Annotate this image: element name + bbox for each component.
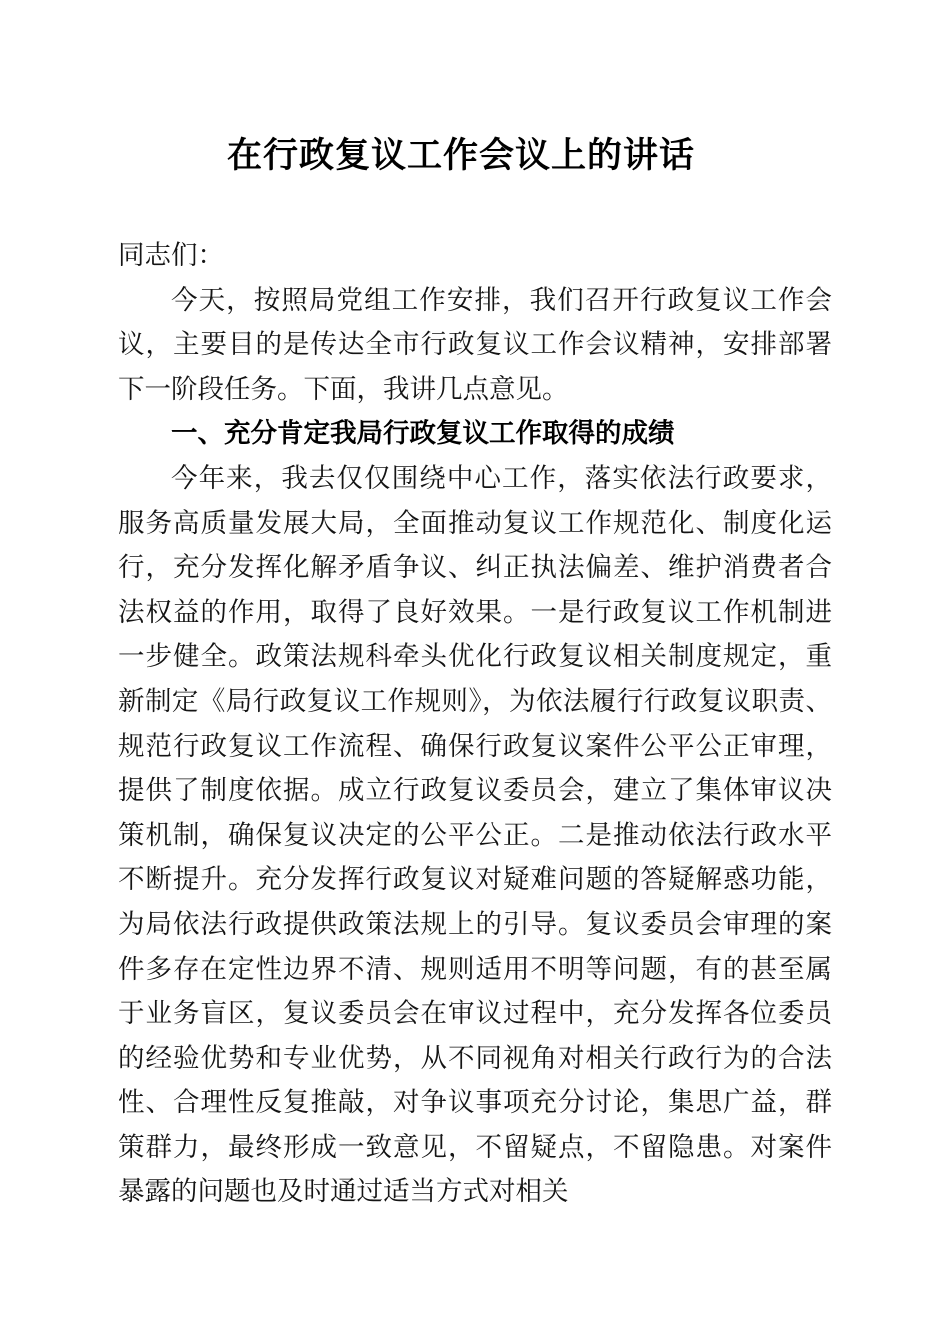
heading: 一、充分肯定我局行政复议工作取得的成绩 bbox=[171, 418, 675, 449]
paragraph: 今年来，我去仅仅围绕中心工作，落实依法行政要求，服务高质量发展大局，全面推动复议工作规范化、制度化运行，充分发挥化解矛盾争议、纠正执法偏差、维护消费者合法权益的作用，取得了良好效果。一是行政复议工作机制进一步健全。政策法规科牵头优化行政复议相关制度规定，重新制定《局行政复议工作规则》，为依法履行行政复议职责、规范行政复议工作流程、确保行政复议案件公平公正审理，提供了制度依据。成立行政复议委员会，建立了集体审议决策机制，确保复议决定的公平公正。二是推动依法行政水平不断提升。充分发挥行政复议对疑难问题的答疑解惑功能，为局依法行政提供政策法规上的引导。复议委员会审理的案件多存在定性边界不清、规则适用不明等问题，有的甚至属于业务盲区，复议委员会在审议过程中，充分发挥各位委员的经验优势和专业优势，从不同视角对相关行政行为的合法性、合理性反复推敲，对争议事项充分讨论，集思广益，群策群力，最终形成一致意见，不留疑点，不留隐患。对案件暴露的问题也及时通过适当方式对相关 bbox=[118, 462, 832, 1207]
document-title: 在行政复议工作会议上的讲话 bbox=[226, 136, 695, 175]
paragraph: 今天，按照局党组工作安排，我们召开行政复议工作会议，主要目的是传达全市行政复议工作会议精神，安排部署下一阶段任务。下面，我讲几点意见。 bbox=[118, 284, 832, 404]
document-body bbox=[118, 233, 832, 1214]
salutation: 同志们： bbox=[118, 240, 224, 270]
